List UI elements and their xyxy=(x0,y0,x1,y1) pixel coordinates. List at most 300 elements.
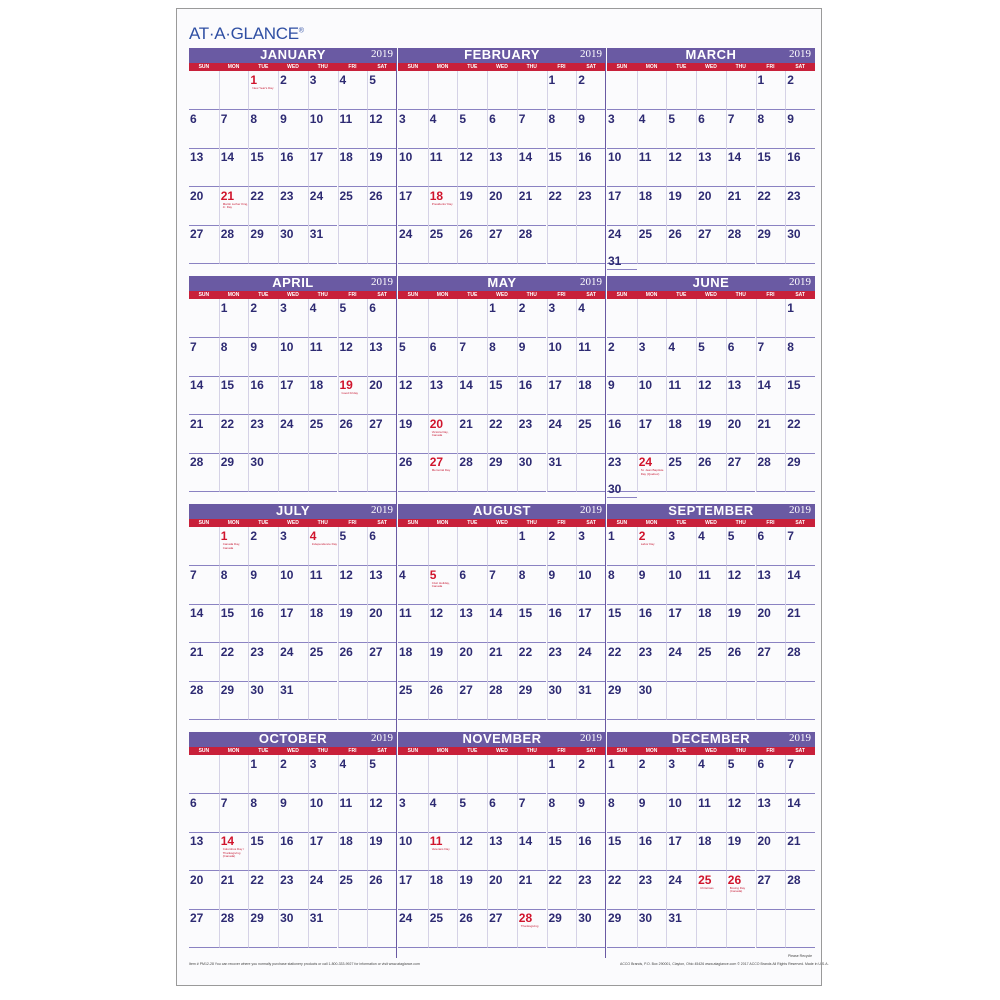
day-number: 15 xyxy=(489,378,503,392)
day-number: 19 xyxy=(668,188,682,203)
day-number: 6 xyxy=(190,111,197,126)
day-cell xyxy=(457,376,487,415)
day-number: 9 xyxy=(578,111,585,126)
day-number: 27 xyxy=(369,416,383,431)
day-number: 17 xyxy=(280,378,294,392)
day-number: 17 xyxy=(608,188,622,203)
day-cell xyxy=(338,794,368,833)
day-number: 7 xyxy=(757,339,765,354)
day-cell xyxy=(248,794,278,833)
day-cell xyxy=(726,909,756,948)
month-year: 2019 xyxy=(371,504,393,516)
day-number: 31 xyxy=(309,227,324,241)
day-cell xyxy=(637,225,667,264)
weekday-label: THU xyxy=(317,748,328,754)
day-number: 23 xyxy=(578,872,592,887)
day-cell xyxy=(189,832,219,871)
day-number: 9 xyxy=(518,339,526,354)
day-number: 6 xyxy=(489,111,496,126)
day-cell xyxy=(607,871,637,910)
holiday-note: Labor Day xyxy=(640,542,655,546)
day-cell xyxy=(696,225,726,264)
day-cell xyxy=(398,643,428,682)
day-number: 18 xyxy=(578,378,592,392)
day-cell xyxy=(457,71,487,110)
day-number: 30 xyxy=(548,683,562,697)
day-cell xyxy=(517,681,547,720)
weekday-label: FRI xyxy=(766,64,775,70)
day-cell xyxy=(219,681,249,720)
day-number: 17 xyxy=(668,834,682,848)
weekday-label: WED xyxy=(705,520,717,526)
day-cell xyxy=(756,338,786,377)
day-cell xyxy=(666,148,696,187)
day-number: 11 xyxy=(309,567,323,582)
day-cell xyxy=(487,110,517,149)
weekday-label: WED xyxy=(705,292,717,298)
day-cell xyxy=(696,71,726,110)
day-number: 22 xyxy=(757,188,771,203)
day-cell xyxy=(637,794,667,833)
day-cell xyxy=(457,794,487,833)
day-cell xyxy=(189,755,219,794)
day-cell xyxy=(367,527,397,566)
day-number: 20 xyxy=(190,872,204,887)
day-cell xyxy=(726,299,756,338)
day-number: 4 xyxy=(339,73,347,87)
day-number: 20 xyxy=(190,188,204,203)
day-number: 23 xyxy=(638,872,653,887)
day-cell xyxy=(756,566,786,605)
day-cell xyxy=(428,909,458,948)
month-november xyxy=(398,731,606,928)
day-cell xyxy=(666,832,696,871)
day-number: 8 xyxy=(220,567,228,582)
day-cell xyxy=(696,376,726,415)
day-cell xyxy=(189,604,219,643)
day-number: 20 xyxy=(757,606,771,620)
weekday-header xyxy=(398,63,606,71)
day-number: 8 xyxy=(250,111,258,126)
weekday-label: MON xyxy=(227,64,240,70)
day-cell xyxy=(487,415,517,454)
day-number: 25 xyxy=(698,872,712,887)
day-number: 9 xyxy=(280,795,287,810)
day-number: 1 xyxy=(250,757,258,771)
day-cell xyxy=(219,566,249,605)
day-number: 6 xyxy=(459,567,467,582)
day-cell xyxy=(666,527,696,566)
day-cell xyxy=(219,794,249,833)
day-number: 13 xyxy=(489,150,503,164)
weekday-label: MON xyxy=(436,64,449,70)
weekday-label: THU xyxy=(317,520,328,526)
day-cell xyxy=(517,909,547,948)
day-cell xyxy=(547,566,577,605)
day-number: 1 xyxy=(489,301,496,315)
day-number: 11 xyxy=(339,795,353,810)
day-cell xyxy=(547,794,577,833)
day-number: 19 xyxy=(369,150,383,164)
day-cell xyxy=(367,376,397,415)
weekday-label: THU xyxy=(526,292,537,298)
month-august xyxy=(398,503,606,697)
day-cell xyxy=(219,71,249,110)
day-cell xyxy=(726,415,756,454)
day-cell xyxy=(487,755,517,794)
day-number: 29 xyxy=(220,455,235,469)
day-number: 16 xyxy=(787,150,801,164)
weekday-label: MON xyxy=(645,748,658,754)
day-number: 25 xyxy=(339,872,353,887)
day-cell xyxy=(666,415,696,454)
day-number: 19 xyxy=(698,416,712,431)
day-number: 8 xyxy=(250,795,258,810)
holiday-note: Veterans Day xyxy=(431,847,450,851)
day-cell xyxy=(457,338,487,377)
day-cell xyxy=(398,527,428,566)
day-cell xyxy=(487,187,517,226)
day-cell xyxy=(457,527,487,566)
holiday-note: Independence Day xyxy=(311,542,337,546)
day-cell xyxy=(428,681,458,720)
day-number: 10 xyxy=(399,150,413,164)
day-number: 8 xyxy=(787,339,794,354)
month-year: 2019 xyxy=(789,48,811,60)
day-number: 16 xyxy=(578,834,592,848)
day-cell xyxy=(308,225,338,264)
day-number: 13 xyxy=(190,834,204,848)
day-cell xyxy=(338,187,368,226)
day-cell xyxy=(666,604,696,643)
day-number: 4 xyxy=(578,301,585,315)
day-cell xyxy=(696,566,726,605)
day-cell xyxy=(398,187,428,226)
day-cell xyxy=(785,871,815,910)
day-cell xyxy=(666,187,696,226)
day-number: 10 xyxy=(668,567,682,582)
month-name: OCTOBER xyxy=(258,731,328,746)
day-number: 1 xyxy=(757,73,765,87)
day-cell xyxy=(428,527,458,566)
day-number: 12 xyxy=(339,339,353,354)
day-cell xyxy=(785,148,815,187)
day-number: 28 xyxy=(190,683,204,697)
day-number: 26 xyxy=(727,872,742,887)
day-number: 8 xyxy=(608,795,615,810)
weekday-label: SAT xyxy=(586,748,596,754)
day-cell xyxy=(637,110,667,149)
day-number: 12 xyxy=(369,795,383,810)
day-number: 7 xyxy=(459,339,467,354)
day-cell xyxy=(189,71,219,110)
day-cell xyxy=(726,187,756,226)
month-year: 2019 xyxy=(580,276,602,288)
day-number: 5 xyxy=(399,339,406,354)
day-number: 16 xyxy=(518,378,533,392)
weekday-header xyxy=(189,747,397,755)
day-cell xyxy=(487,338,517,377)
day-number: 23 xyxy=(250,644,264,659)
day-cell xyxy=(457,604,487,643)
day-cell xyxy=(398,755,428,794)
day-cell xyxy=(338,299,368,338)
day-cell xyxy=(726,225,756,264)
day-cell xyxy=(547,415,577,454)
day-cell xyxy=(248,871,278,910)
day-cell xyxy=(666,566,696,605)
day-number: 17 xyxy=(309,834,324,848)
day-number: 1 xyxy=(220,529,228,543)
day-number: 28 xyxy=(190,455,204,469)
day-number: 23 xyxy=(548,644,562,659)
day-number: 27 xyxy=(757,644,771,659)
day-cell xyxy=(785,225,815,264)
weekday-header xyxy=(607,747,815,755)
weekday-label: WED xyxy=(496,520,508,526)
day-number: 29 xyxy=(608,683,622,697)
day-cell xyxy=(637,909,667,948)
day-cell xyxy=(547,909,577,948)
day-cell xyxy=(576,643,606,682)
month-january xyxy=(189,47,397,241)
weekday-label: MON xyxy=(436,748,449,754)
day-cell xyxy=(607,187,637,226)
day-number: 12 xyxy=(459,150,473,164)
day-number: 20 xyxy=(369,606,383,620)
day-cell xyxy=(248,566,278,605)
day-cell xyxy=(666,681,696,720)
day-number: 3 xyxy=(309,757,317,771)
day-number: 11 xyxy=(309,339,323,354)
day-number: 25 xyxy=(668,455,682,469)
holiday-note: Thanksgiving xyxy=(520,924,539,928)
day-cell xyxy=(278,604,308,643)
day-number: 23 xyxy=(578,188,592,203)
day-number: 21 xyxy=(727,188,742,203)
day-number: 27 xyxy=(369,644,383,659)
day-number: 15 xyxy=(608,606,622,620)
day-cell xyxy=(278,110,308,149)
month-header xyxy=(607,48,815,63)
day-cell xyxy=(666,755,696,794)
day-number: 26 xyxy=(369,872,383,887)
day-cell xyxy=(248,832,278,871)
day-number: 25 xyxy=(578,416,592,431)
day-cell xyxy=(607,566,637,605)
day-cell xyxy=(278,453,308,492)
day-cell xyxy=(308,71,338,110)
day-number: 4 xyxy=(339,757,347,771)
day-number: 11 xyxy=(339,111,353,126)
weekday-label: SUN xyxy=(198,748,210,754)
day-number: 24 xyxy=(280,644,294,659)
day-number: 18 xyxy=(429,872,444,887)
weekday-label: SUN xyxy=(407,64,419,70)
day-number: 16 xyxy=(250,378,264,392)
weekday-label: TUE xyxy=(676,520,687,526)
day-number: 24 xyxy=(578,644,592,659)
day-cell xyxy=(666,794,696,833)
day-number: 11 xyxy=(668,378,682,392)
day-number: 14 xyxy=(459,378,473,392)
day-cell xyxy=(517,871,547,910)
day-cell xyxy=(666,71,696,110)
day-cell xyxy=(666,643,696,682)
weekday-label: SUN xyxy=(198,520,210,526)
day-number: 3 xyxy=(668,529,676,543)
day-cell xyxy=(338,566,368,605)
day-cell xyxy=(576,338,606,377)
day-cell xyxy=(219,871,249,910)
day-cell xyxy=(576,794,606,833)
day-number: 26 xyxy=(459,227,473,241)
weekday-label: MON xyxy=(227,520,240,526)
day-cell xyxy=(278,338,308,377)
weekday-label: SUN xyxy=(616,748,628,754)
day-cell xyxy=(308,453,338,492)
day-cell xyxy=(517,71,547,110)
day-number: 6 xyxy=(190,795,197,810)
month-year: 2019 xyxy=(371,732,393,744)
day-cell xyxy=(547,604,577,643)
weekday-label: SAT xyxy=(795,520,805,526)
weekday-label: TUE xyxy=(676,748,687,754)
day-number: 23 xyxy=(250,416,264,431)
day-number: 6 xyxy=(757,757,765,771)
day-cell xyxy=(308,110,338,149)
day-number: 13 xyxy=(369,339,383,354)
weekday-label: WED xyxy=(287,748,299,754)
day-cell xyxy=(248,755,278,794)
day-cell xyxy=(785,299,815,338)
weekday-label: FRI xyxy=(557,520,566,526)
day-cell xyxy=(428,376,458,415)
day-cell xyxy=(517,187,547,226)
month-name: AUGUST xyxy=(473,503,531,518)
weekday-header xyxy=(189,291,397,299)
day-number: 7 xyxy=(787,757,794,771)
day-cell xyxy=(278,71,308,110)
day-cell xyxy=(517,832,547,871)
day-cell xyxy=(248,148,278,187)
day-cell xyxy=(696,527,726,566)
holiday-note: Memorial Day xyxy=(431,468,451,472)
day-cell xyxy=(457,681,487,720)
holiday-note: Victoria Day, Canada xyxy=(431,429,449,437)
day-number: 10 xyxy=(309,795,324,810)
weekday-header xyxy=(189,63,397,71)
day-cell xyxy=(576,187,606,226)
day-number: 15 xyxy=(787,378,801,392)
weekday-label: SAT xyxy=(377,64,387,70)
weekday-label: FRI xyxy=(348,64,357,70)
day-number: 16 xyxy=(608,416,622,431)
month-header xyxy=(607,504,815,519)
weekday-label: THU xyxy=(526,748,537,754)
day-number: 19 xyxy=(727,834,742,848)
month-october xyxy=(189,731,397,925)
brand-logo: AT·A·GLANCE® xyxy=(189,24,304,43)
day-cell xyxy=(517,415,547,454)
day-cell xyxy=(785,681,815,720)
day-number: 15 xyxy=(548,150,562,164)
day-number: 18 xyxy=(399,644,413,659)
day-number: 16 xyxy=(638,834,653,848)
weekday-label: SUN xyxy=(407,520,419,526)
day-number: 1 xyxy=(250,73,258,87)
month-april xyxy=(189,275,397,469)
day-cell xyxy=(278,566,308,605)
day-cell xyxy=(637,338,667,377)
weekday-label: MON xyxy=(227,748,240,754)
day-cell xyxy=(607,909,637,948)
day-cell xyxy=(487,794,517,833)
day-number: 19 xyxy=(459,872,473,887)
day-cell xyxy=(756,871,786,910)
day-cell xyxy=(517,755,547,794)
day-number: 12 xyxy=(399,378,413,392)
day-number: 1 xyxy=(548,757,556,771)
day-cell xyxy=(756,643,786,682)
day-cell xyxy=(189,148,219,187)
day-cell xyxy=(457,643,487,682)
day-number: 3 xyxy=(309,73,317,87)
month-year: 2019 xyxy=(371,48,393,60)
day-cell xyxy=(637,566,667,605)
day-cell xyxy=(248,415,278,454)
day-cell xyxy=(189,643,219,682)
day-cell xyxy=(189,299,219,338)
day-number: 23 xyxy=(280,872,294,887)
day-number: 12 xyxy=(339,567,353,582)
day-cell xyxy=(607,755,637,794)
day-number: 5 xyxy=(698,339,705,354)
weekday-header xyxy=(398,519,606,527)
day-cell xyxy=(308,299,338,338)
day-cell xyxy=(637,832,667,871)
day-number: 20 xyxy=(369,378,383,392)
day-cell xyxy=(457,566,487,605)
day-cell xyxy=(367,871,397,910)
day-cell xyxy=(278,832,308,871)
day-number: 19 xyxy=(429,644,444,659)
month-header xyxy=(607,276,815,291)
day-cell xyxy=(367,909,397,948)
day-number: 23 xyxy=(280,188,294,203)
day-cell xyxy=(308,604,338,643)
day-cell xyxy=(219,755,249,794)
day-cell xyxy=(637,71,667,110)
weekday-label: THU xyxy=(526,520,537,526)
day-cell xyxy=(219,376,249,415)
day-number: 13 xyxy=(429,378,444,392)
day-number: 5 xyxy=(459,795,467,810)
day-number: 30 xyxy=(638,911,653,925)
day-number: 21 xyxy=(518,872,533,887)
weekday-header xyxy=(398,291,606,299)
day-cell xyxy=(278,755,308,794)
weekday-label: FRI xyxy=(766,520,775,526)
weekday-label: SAT xyxy=(377,292,387,298)
weekday-label: THU xyxy=(735,520,746,526)
day-cell xyxy=(338,871,368,910)
day-cell xyxy=(398,909,428,948)
day-number: 3 xyxy=(280,529,287,543)
day-number: 18 xyxy=(668,416,682,431)
month-december xyxy=(607,731,815,925)
day-cell xyxy=(607,71,637,110)
